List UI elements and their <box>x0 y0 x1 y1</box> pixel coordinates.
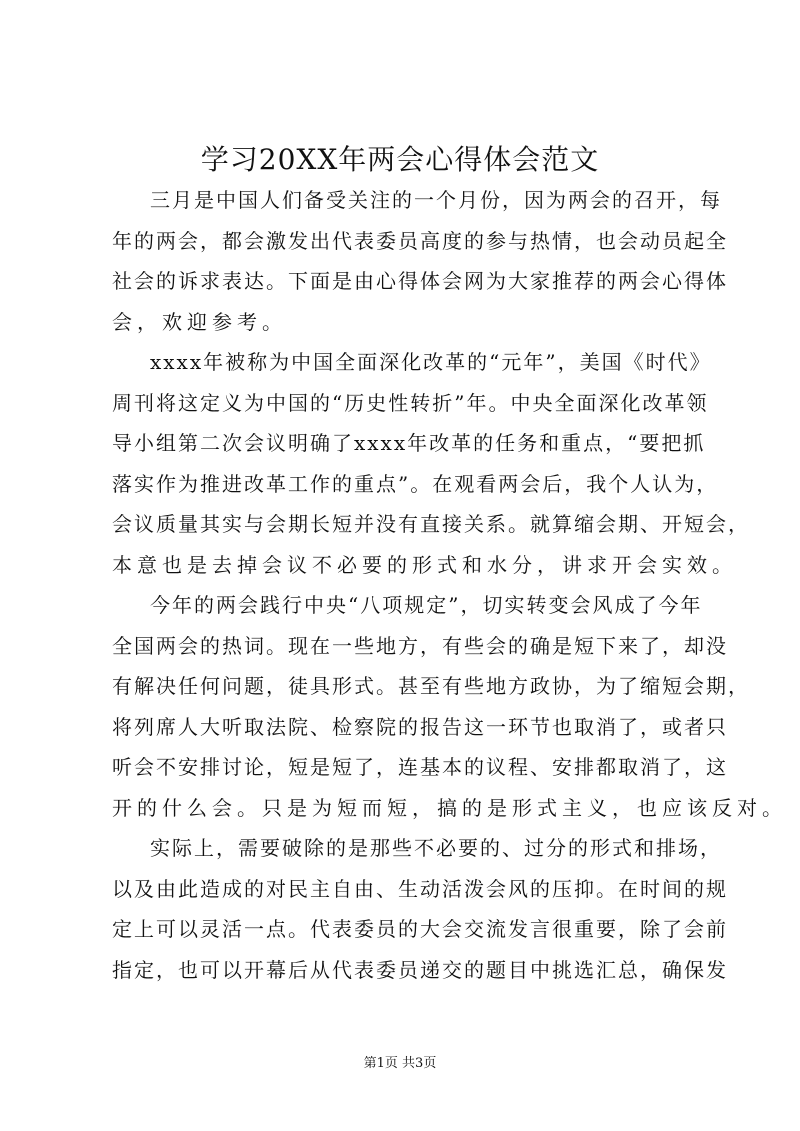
paragraph-line: 全国两会的热词。现在一些地方，有些会的确是短下来了，却没 <box>112 633 728 658</box>
paragraph-line: 落实作为推进改革工作的重点”。在观看两会后，我个人认为， <box>112 471 719 496</box>
paragraph-line: 会议质量其实与会期长短并没有直接关系。就算缩会期、开短会， <box>112 512 750 536</box>
paragraph-line: 以及由此造成的对民主自由、生动活泼会风的压抑。在时间的规 <box>112 876 728 901</box>
paragraph-line: 周刊将这定义为中国的“历史性转折”年。中央全面深化改革领 <box>112 390 709 415</box>
paragraph-line: 有解决任何问题，徒具形式。甚至有些地方政协，为了缩短会期， <box>112 674 750 698</box>
paragraph-line: 将列席人大听取法院、检察院的报告这一环节也取消了，或者只 <box>112 714 728 739</box>
paragraph-line: 三月是中国人们备受关注的一个月份，因为两会的召开，每 <box>150 188 722 212</box>
paragraph-line: 年的两会，都会激发出代表委员高度的参与热情，也会动员起全 <box>112 228 728 253</box>
paragraph-line: xxxx年被称为中国全面深化改革的“元年”，美国《时代》 <box>150 350 712 374</box>
paragraph-line: 今年的两会践行中央“八项规定”，切实转变会风成了今年 <box>150 593 703 617</box>
paragraph-line: 导小组第二次会议明确了xxxx年改革的任务和重点，“要把抓 <box>112 431 706 455</box>
document-title: 学习20XX年两会心得体会范文 <box>200 143 600 176</box>
paragraph-line: 会，欢迎参考。 <box>112 309 287 334</box>
paragraph-line: 指定，也可以开幕后从代表委员递交的题目中挑选汇总，确保发 <box>112 957 728 982</box>
paragraph-line: 开的什么会。只是为短而短，搞的是形式主义，也应该反对。 <box>112 795 787 820</box>
page-footer: 第1页 共3页 <box>363 1056 437 1071</box>
paragraph-line: 实际上，需要破除的是那些不必要的、过分的形式和排场， <box>150 836 722 860</box>
paragraph-line: 定上可以灵活一点。代表委员的大会交流发言很重要，除了会前 <box>112 917 728 941</box>
paragraph-line: 本意也是去掉会议不必要的形式和水分，讲求开会实效。 <box>112 552 737 577</box>
document-body <box>112 180 787 990</box>
paragraph-line: 社会的诉求表达。下面是由心得体会网为大家推荐的两会心得体 <box>112 269 728 293</box>
paragraph-line: 听会不安排讨论，短是短了，连基本的议程、安排都取消了，这 <box>112 755 728 779</box>
